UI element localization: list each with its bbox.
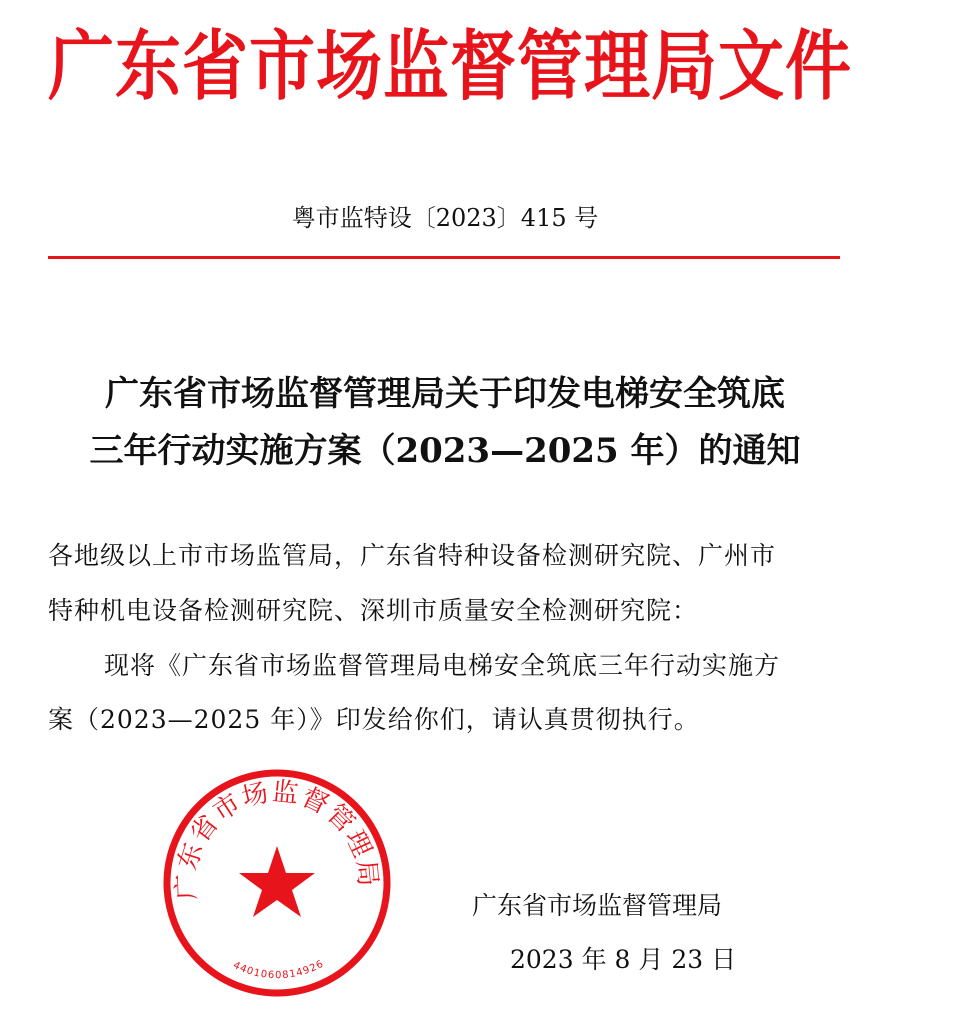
document-header: 广东省市场监督管理局文件	[48, 20, 852, 111]
document-number: 粤市监特设〔2023〕415 号	[291, 204, 599, 232]
seal-code: 4401060814926	[231, 958, 327, 982]
header-divider	[48, 256, 840, 259]
body-line-2: 案（2023—2025 年）》印发给你们，请认真贯彻执行。	[48, 705, 700, 734]
notice-title-line-2: 三年行动实施方案（2023—2025 年）的通知	[89, 431, 801, 471]
seal-text: 广东省市场监督管理局	[171, 776, 383, 901]
recipients-line-1: 各地级以上市市场监管局，广东省特种设备检测研究院、广州市	[48, 541, 777, 570]
svg-text:4401060814926	[231, 958, 326, 981]
body-line-1: 现将《广东省市场监督管理局电梯安全筑底三年行动实施方	[104, 651, 781, 680]
notice-title-line-1: 广东省市场监督管理局关于印发电梯安全筑底	[105, 374, 785, 414]
signature-org: 广东省市场监督管理局	[472, 891, 723, 920]
official-seal	[160, 766, 394, 1000]
recipients-line-2: 特种机电设备检测研究院、深圳市质量安全检测研究院：	[48, 596, 699, 625]
signature-date: 2023 年 8 月 23 日	[510, 945, 737, 974]
star-icon	[239, 846, 315, 917]
